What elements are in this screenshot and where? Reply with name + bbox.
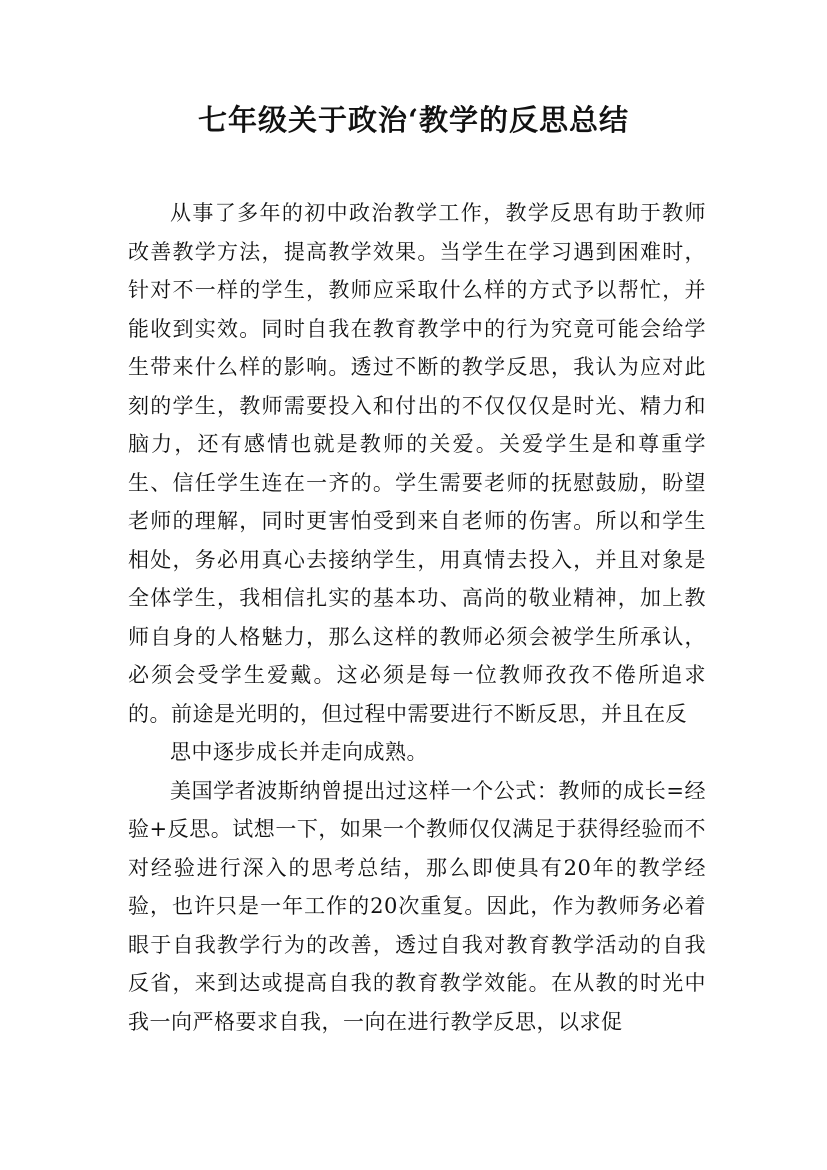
document-body <box>128 194 706 1041</box>
paragraph-1: 从事了多年的初中政治教学工作，教学反思有助于教师改善教学方法，提高教学效果。当学生在学习遇到困难时，针对不一样的学生，教师应采取什么样的方式予以帮忙，并能收到实效。同时自我在教育教学中的行为究竟可能会给学生带来什么样的影响。透过不断的教学反思，我认为应对此刻的学生，教师需要投入和付出的不仅仅仅是时光、精力和脑力，还有感情也就是教师的关爱。关爱学生是和尊重学生、信任学生连在一齐的。学生需要老师的抚慰鼓励，盼望老师的理解，同时更害怕受到来自老师的伤害。所以和学生相处，务必用真心去接纳学生，用真情去投入，并且对象是全体学生，我相信扎实的基本功、高尚的敬业精神，加上教师自身的人格魅力，那么这样的教师必须会被学生所承认，必须会受学生爱戴。这必须是每一位教师孜孜不倦所追求的。前途是光明的，但过程中需要进行不断反思，并且在反 <box>128 201 706 726</box>
document-title: 七年级关于政治‘教学的反思总结 <box>197 103 630 137</box>
paragraph-2: 思中逐步成长并走向成熟。 <box>170 740 428 764</box>
paragraph-3: 美国学者波斯纳曾提出过这样一个公式：教师的成长=经验+反思。试想一下，如果一个教师仅仅满足于获得经验而不对经验进行深入的思考总结，那么即使具有20年的教学经验，也许只是一年工作的20次重复。因此，作为教师务必着眼于自我教学行为的改善，透过自我对教育教学活动的自我反省，来到达或提高自我的教育教学效能。在从教的时光中我一向严格要求自我，一向在进行教学反思，以求促 <box>128 778 706 1034</box>
